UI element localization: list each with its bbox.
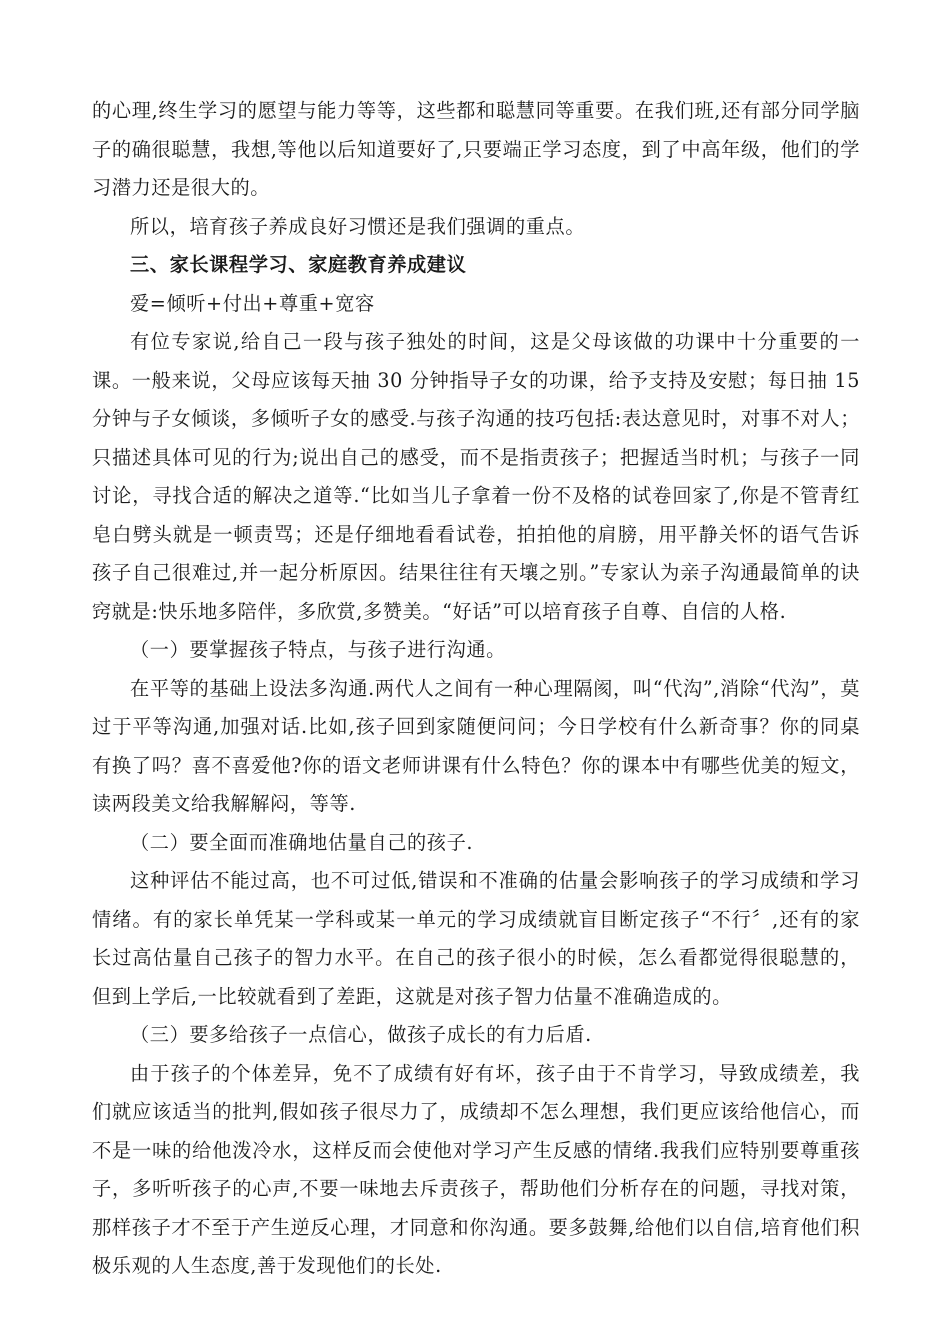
subsection-title-1: （一）要掌握孩子特点，与孩子进行沟通。 (130, 638, 506, 661)
subsection-title-2: （二）要全面而准确地估量自己的孩子. (130, 830, 474, 854)
paragraph-continuation: 的心理,终生学习的愿望与能力等等，这些都和聪慧同等重要。在我们班,还有部分同学脑子的确很聪慧，我想,等他以后知道要好了,只要端正学习态度，到了中高年级，他们的学习潜力还是很大的。 (92, 99, 860, 199)
paragraph-expert-advice: 有位专家说,给自己一段与孩子独处的时间，这是父母该做的功课中十分重要的一课。一般来说，父母应该每天抽 30 分钟指导子女的功课，给予支持及安慰；每日抽 15 分钟与子女倾谈，多倾听子女的感受.与孩子沟通的技巧包括:表达意见时，对事不对人；只描述具体可见的行为;说出自己的感受，而不是指责孩子；把握适当时机；与孩子一同讨论，寻找合适的解决之道等.“比如当儿子拿着一份不及格的试卷回家了,你是不管青红皂白劈头就是一顿责骂；还是仔细地看看试卷，拍拍他的肩膀，用平静关怀的语气告诉孩子自己很难过,并一起分析原因。结果往往有天壤之别。”专家认为亲子沟通最简单的诀窍就是:快乐地多陪伴，多欣赏,多赞美。“好话”可以培育孩子自尊、自信的人格. (92, 330, 860, 623)
document-page (92, 92, 860, 1286)
subsection-body-2: 这种评估不能过高，也不可过低,错误和不准确的估量会影响孩子的学习成绩和学习情绪。有的家长单凭某一学科或某一单元的学习成绩就盲目断定孩子“不行〞,还有的家长过高估量自己孩子的智力水平。在自己的孩子很小的时候，怎么看都觉得很聪慧的，但到上学后,一比较就看到了差距，这就是对孩子智力估量不准确造成的。 (92, 869, 860, 1008)
subsection-title-3: （三）要多给孩子一点信心，做孩子成长的有力后盾. (130, 1023, 592, 1046)
love-formula: 爱=倾听+付出+尊重+宽容 (130, 291, 375, 315)
subsection-body-3: 由于孩子的个体差异，免不了成绩有好有坏，孩子由于不肯学习，导致成绩差，我们就应该适当的批判,假如孩子很尽力了，成绩却不怎么理想，我们更应该给他信心，而不是一味的给他泼冷水，这样反而会使他对学习产生反感的情绪.我我们应特别要尊重孩子，多听听孩子的心声,不要一味地去斥责孩子，帮助他们分析存在的问题，寻找对策，那样孩子才不至于产生逆反心理，才同意和你沟通。要多鼓舞,给他们以自信,培育他们积极乐观的人生态度,善于发现他们的长处. (92, 1061, 860, 1277)
section-heading: 三、家长课程学习、家庭教育养成建议 (130, 253, 467, 276)
subsection-body-1: 在平等的基础上设法多沟通.两代人之间有一种心理隔阂，叫“代沟”,消除“代沟”，莫过于平等沟通,加强对话.比如,孩子回到家随便问问；今日学校有什么新奇事？你的同桌有换了吗？喜不喜爱他?你的语文老师讲课有什么特色？你的课本中有哪些优美的短文，读两段美文给我解解闷，等等. (92, 676, 860, 815)
paragraph-key-point: 所以，培育孩子养成良好习惯还是我们强调的重点。 (130, 214, 586, 238)
